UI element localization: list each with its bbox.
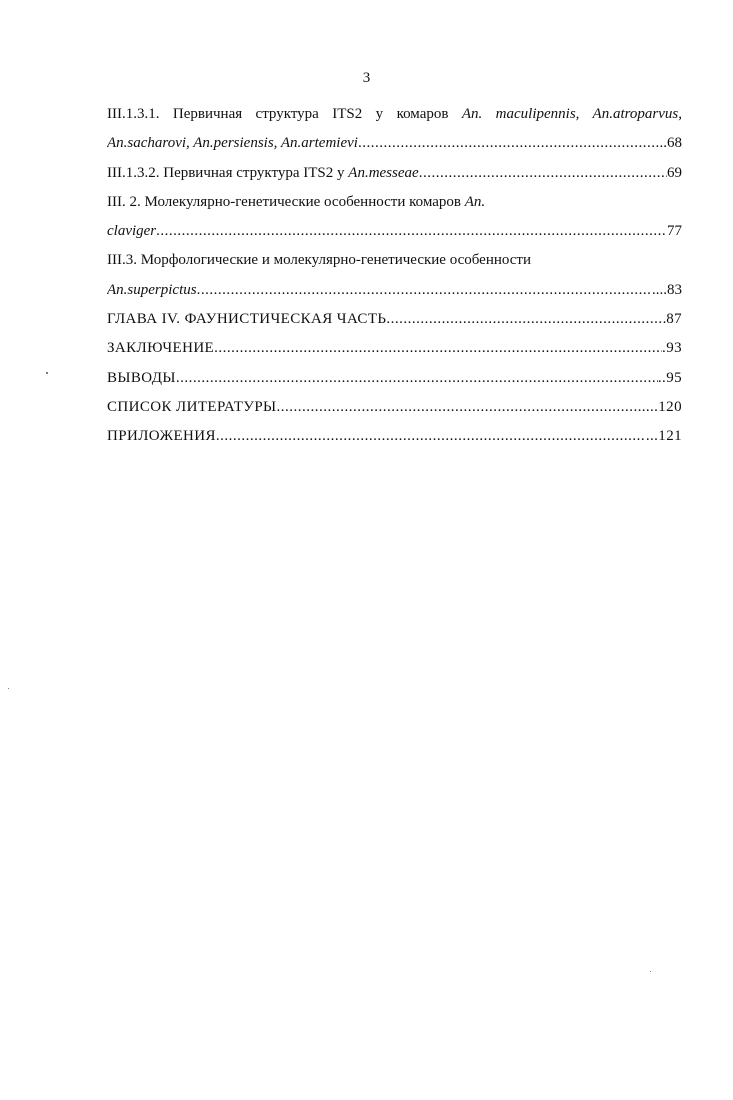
toc-entry-text: ВЫВОДЫ (107, 369, 176, 386)
dot-leader (419, 159, 667, 188)
toc-entry-its2-species-line1 (107, 100, 682, 129)
table-of-contents (107, 100, 682, 452)
toc-page-ref: ...121 (645, 428, 682, 445)
toc-page-ref: ....120 (641, 398, 682, 415)
toc-entry-its2-messeae (107, 159, 682, 188)
page-number: 3 (362, 70, 371, 86)
toc-entry-species: An.superpictus (107, 281, 197, 298)
toc-entry-text: ГЛАВА IV. ФАУНИСТИЧЕСКАЯ ЧАСТЬ (107, 311, 387, 328)
toc-page-ref: 77 (667, 223, 682, 240)
dot-leader (386, 305, 666, 334)
toc-entry-findings (107, 364, 682, 393)
dot-leader (358, 129, 660, 158)
toc-page-ref: ....83 (652, 281, 682, 298)
dot-leader (214, 334, 662, 363)
toc-entry-text: III.3. Морфологические и молекулярно-генетические особенности (107, 252, 532, 269)
toc-entry-appendices (107, 422, 682, 451)
toc-entry-species: An.sacharovi, An.persiensis, An.artemievi (107, 135, 358, 152)
toc-entry-its2-species-line2 (107, 129, 682, 158)
toc-entry-chapter-4 (107, 305, 682, 334)
toc-entry-species: claviger (107, 223, 157, 240)
toc-entry-claviger-line2 (107, 217, 682, 246)
toc-page-ref: 87 (666, 311, 682, 328)
scan-speck (8, 688, 9, 689)
toc-entry-text: ЗАКЛЮЧЕНИЕ (107, 340, 215, 357)
dot-leader (156, 217, 667, 246)
scan-speck (650, 971, 651, 972)
toc-entry-text: III.1.3.2. Первичная структура ITS2 у An.messeae (107, 164, 419, 181)
toc-entry-references (107, 393, 682, 422)
toc-entry-claviger-line1 (107, 188, 682, 217)
toc-page-ref: 69 (667, 164, 682, 181)
dot-leader (176, 364, 658, 393)
toc-entry-species: An. maculipennis, An.atroparvus, (461, 106, 682, 122)
toc-page-ref: ..95 (657, 369, 682, 386)
toc-entry-conclusion (107, 334, 682, 363)
toc-entry-text: СПИСОК ЛИТЕРАТУРЫ (107, 398, 277, 415)
dot-leader (277, 393, 642, 422)
toc-entry-species: An. (464, 193, 486, 210)
dot-leader (197, 276, 652, 305)
toc-entry-text: III.1.3.1. Первичная структура ITS2 у комаров (107, 106, 462, 122)
toc-entry-superpictus-line1 (107, 246, 682, 275)
scan-speck (46, 372, 48, 374)
toc-page-ref: ..68 (659, 135, 682, 152)
toc-entry-superpictus-line2 (107, 276, 682, 305)
toc-entry-text: III. 2. Молекулярно-генетические особенности комаров (107, 193, 465, 210)
toc-page-ref: .93 (662, 340, 682, 357)
dot-leader (216, 422, 646, 451)
toc-entry-text: ПРИЛОЖЕНИЯ (107, 428, 216, 445)
